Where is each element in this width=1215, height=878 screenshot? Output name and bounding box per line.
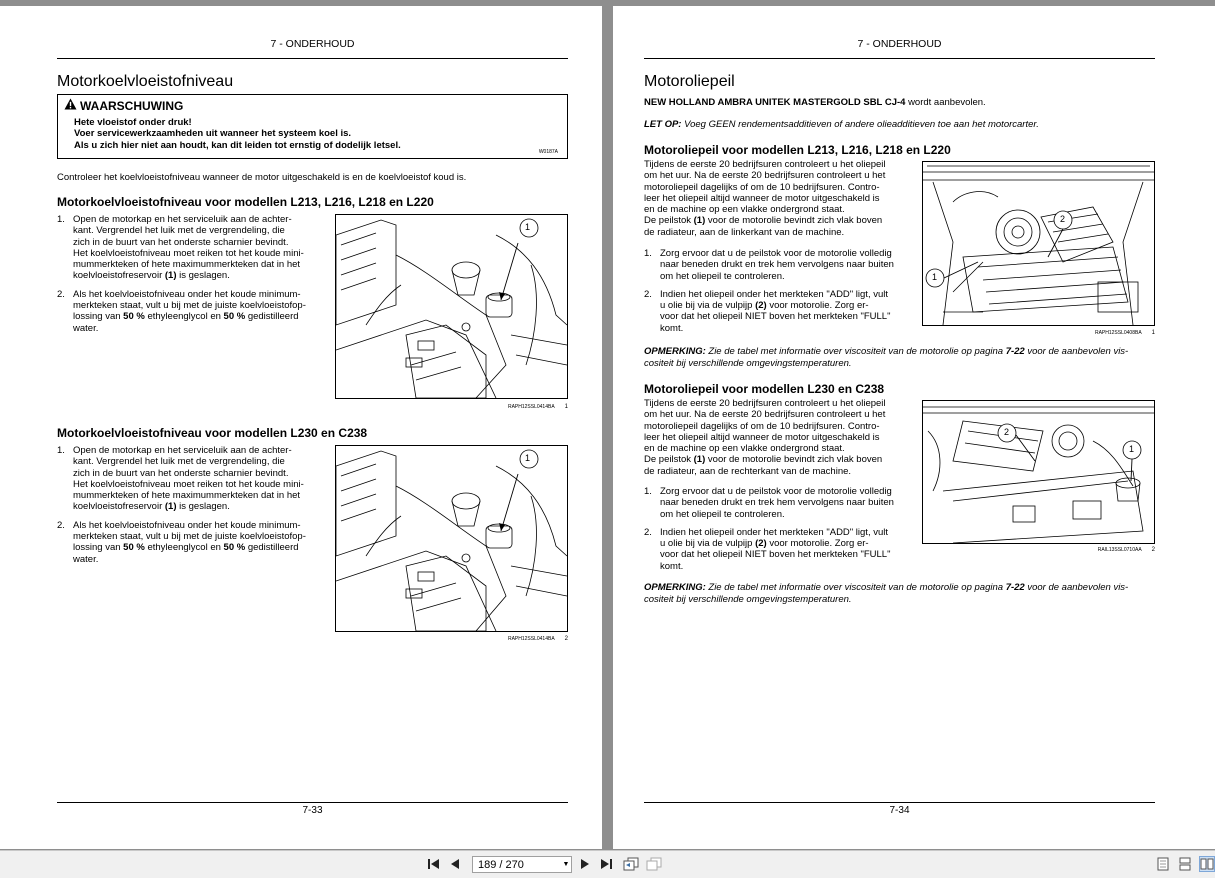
figure-caption [922,547,1155,553]
list-item: 2. Indien het oliepeil onder het merkteken "ADD" ligt, vult u olie bij via de vulpijp (2) voor motorolie. Zorg er- voor dat het oliepeil NIET boven het merkteken "FULL" komt. [644,288,891,334]
step-line: mummerkteken of hete maximummerkteken dat in het [73,490,301,502]
list-item: 1. Zorg ervoor dat u de peilstok voor de motorolie volledig naar beneden drukt en trek hem vervolgens naar buiten om het oliepeil te controleren. [644,486,894,520]
section-heading: Motorkoelvloeistofniveau voor modellen L230 en C238 [57,426,368,440]
step-line: zich in de buurt van het onderste scharnier bevindt. [73,467,289,479]
engine-illustration [336,446,567,631]
step-number: 1. [57,214,65,225]
step-line: zich in de buurt van het onderste scharnier bevindt. [73,236,289,248]
recommendation-text: NEW HOLLAND AMBRA UNITEK MASTERGOLD SBL CJ-4 wordt aanbevolen. [644,97,986,108]
step-line: mummerkteken of hete maximummerkteken dat in het [73,259,301,271]
letop-note: LET OP: Voeg GEEN rendementsadditieven of andere olieadditieven toe aan het motorcarter. [644,119,1039,130]
page-selector[interactable] [472,856,572,873]
warning-icon [64,98,77,113]
figure-callout: 2 [1004,427,1010,437]
figure-callout: 1 [1129,444,1135,454]
warning-box [57,94,568,159]
page-number: 7-33 [302,805,323,816]
coolant-reservoir-figure [335,445,568,632]
continuous-icon[interactable] [1178,856,1192,872]
steps-list [644,248,902,341]
two-page-icon[interactable] [1199,856,1215,872]
figure-code: RAPH12SSL0414BA [507,636,555,642]
section-heading: Motoroliepeil voor modellen L213, L216, L218 en L220 [644,143,951,157]
coolant-reservoir-figure [335,214,568,399]
figure-code: RAIL13SSL0710AA [1097,547,1142,553]
step-number: 2. [57,519,65,531]
figure-number: 2 [564,636,568,642]
step-line: water. [73,322,99,334]
figure-number: 1 [1151,330,1155,336]
left-page [0,6,602,849]
page-number: 7-34 [889,805,910,816]
figure-callout: 1 [932,272,938,282]
figure-callout: 1 [525,453,531,463]
viewer-toolbar [0,850,1215,878]
list-item [57,289,317,334]
chevron-down-icon[interactable]: ▼ [562,861,570,868]
page-indicator: 189 / 270 [478,858,524,871]
section-intro: Tijdens de eerste 20 bedrijfsuren controleert u het oliepeil om het uur. Na de eerste 20 bedrijfsuren controleert u het motoroliepeil dagelijks of om de 10 bedrijfsuren. Contro- leer het oliepeil altijd wanneer de motor uitgeschakeld is en de machine op een vlakke ondergrond staat. De peilstok (1) voor de motorolie bevindt zich vlak boven de radiateur, aan de linkerkant van de machine. [644,159,886,238]
engine-illustration [923,401,1154,543]
last-page-icon[interactable] [598,856,614,872]
step-line: lossing van 50 % ethyleenglycol en 50 % gedistilleerd [73,542,299,554]
previous-page-icon[interactable] [448,856,462,872]
section-heading: Motoroliepeil voor modellen L230 en C238 [644,382,885,396]
page-title: Motoroliepeil [644,73,735,90]
figure-callout: 2 [1060,214,1066,224]
section-intro: Tijdens de eerste 20 bedrijfsuren controleert u het oliepeil om het uur. Na de eerste 20 bedrijfsuren controleert u het motoroliepeil dagelijks of om de 10 bedrijfsuren. Contro- leer het oliepeil altijd wanneer de motor uitgeschakeld is en de machine op een vlakke ondergrond staat. De peilstok (1) voor de motorolie bevindt zich vlak boven de radiateur, aan de rechterkant van de machine. [644,398,886,477]
previous-view-icon[interactable] [622,856,640,872]
step-line: merkteken staat, vult u bij met de juiste koelvloeistofop- [73,531,306,543]
step-line: Open de motorkap en het serviceluik aan de achter- [73,214,292,225]
steps-list [57,445,317,572]
header-rule [57,58,568,59]
list-item [57,445,317,513]
engine-illustration [923,162,1154,325]
figure-caption [335,636,568,642]
warning-line: Voer servicewerkzaamheden uit wanneer het systeem koel is. [74,128,352,140]
footer-rule [57,802,568,803]
right-page [613,6,1215,849]
list-item [57,520,317,565]
header-rule [644,58,1155,59]
warning-line: Hete vloeistof onder druk! [74,117,192,128]
steps-list [57,214,317,341]
warning-lines [74,117,401,151]
step-line: merkteken staat, vult u bij met de juiste koelvloeistofop- [73,300,306,312]
figure-code: RAPH12SSL0414BA [507,404,555,410]
steps-list [644,486,902,579]
step-line: kant. Vergrendel het luik met de vergrendeling, die [73,456,285,468]
intro-text: Controleer het koelvloeistofniveau wanneer de motor uitgeschakeld is en de koelvloeistof koud is. [57,172,467,183]
list-item: 2. Indien het oliepeil onder het merkteken "ADD" ligt, vult u olie bij via de vulpijp (2) voor motorolie. Zorg er- voor dat het oliepeil NIET boven het merkteken "FULL" komt. [644,526,891,572]
figure-caption [922,330,1155,336]
figure-callout: 1 [525,222,531,232]
step-line: Als het koelvloeistofniveau onder het koude minimum- [73,288,301,300]
list-item [57,214,317,282]
step-line: kant. Vergrendel het luik met de vergrendeling, die [73,225,285,237]
step-line: lossing van 50 % ethyleenglycol en 50 % gedistilleerd [73,311,299,323]
next-page-icon[interactable] [578,856,592,872]
warning-code: W0187A [538,149,558,155]
page-title: Motorkoelvloeistofniveau [57,73,234,90]
figure-code: RAPH12SSL0408BA [1094,330,1142,336]
warning-title [64,98,183,113]
next-view-icon[interactable] [645,856,663,872]
figure-caption [335,404,568,410]
warning-line: Als u zich hier niet aan houdt, kan dit leiden tot ernstig of dodelijk letsel. [74,139,401,151]
step-line: water. [73,553,99,565]
step-line: Het koelvloeistofniveau moet reiken tot het koude mini- [73,247,304,259]
step-line: koelvloeistofreservoir (1) is geslagen. [73,270,230,282]
running-head: 7 - ONDERHOUD [270,38,355,50]
figure-number: 1 [564,404,568,410]
figure-number: 2 [1151,547,1155,553]
step-line: Als het koelvloeistofniveau onder het koude minimum- [73,519,301,531]
footer-rule [644,802,1155,803]
step-line: Het koelvloeistofniveau moet reiken tot het koude mini- [73,478,304,490]
list-item: 1. Zorg ervoor dat u de peilstok voor de motorolie volledig naar beneden drukt en trek hem vervolgens naar buiten om het oliepeil te controleren. [644,248,894,282]
note: OPMERKING: Zie de tabel met informatie over viscositeit van de motorolie op pagina 7-22 voor de aanbevolen vis- cositeit bij verschillende omgevingstemperaturen. [644,582,1129,605]
first-page-icon[interactable] [426,856,442,872]
section-heading: Motorkoelvloeistofniveau voor modellen L213, L216, L218 en L220 [57,195,434,209]
step-line: Open de motorkap en het serviceluik aan de achter- [73,445,292,456]
note: OPMERKING: Zie de tabel met informatie over viscositeit van de motorolie op pagina 7-22 voor de aanbevolen vis- cositeit bij verschillende omgevingstemperaturen. [644,346,1129,369]
step-line: koelvloeistofreservoir (1) is geslagen. [73,501,230,513]
engine-illustration [336,215,567,398]
running-head: 7 - ONDERHOUD [857,38,942,50]
engine-oil-figure [922,161,1155,326]
step-number: 1. [57,445,65,456]
single-page-icon[interactable] [1156,856,1170,872]
warning-title-text: WAARSCHUWING [80,98,184,113]
step-number: 2. [57,288,65,300]
engine-oil-figure [922,400,1155,544]
